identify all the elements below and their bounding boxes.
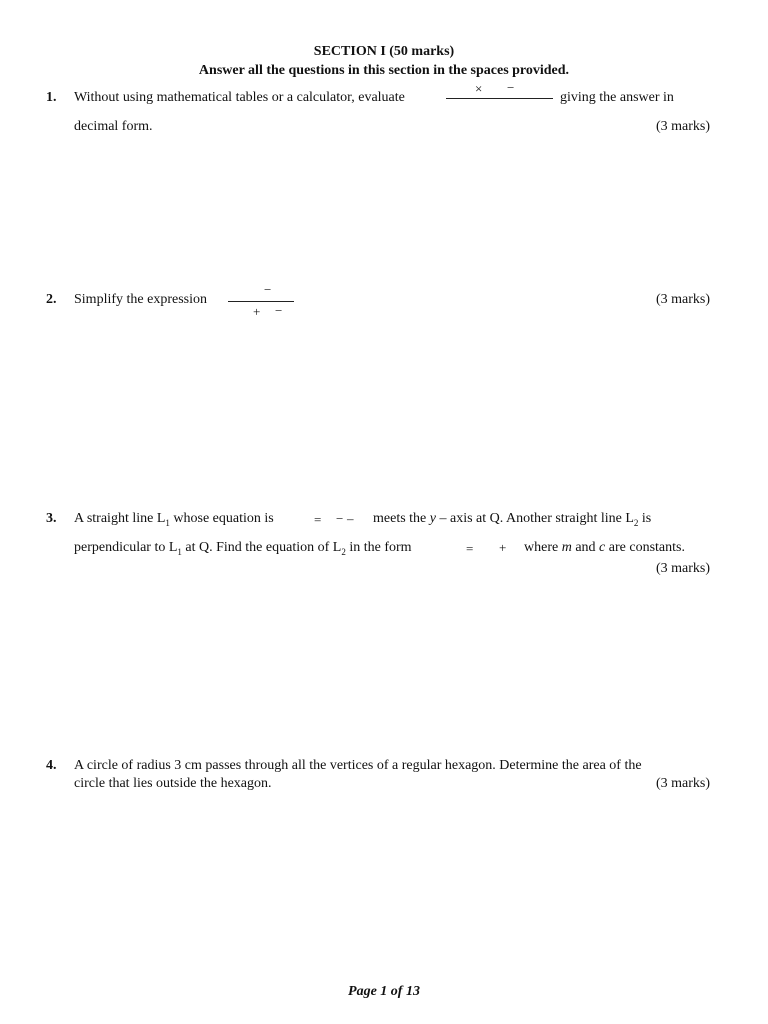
- question-number: 2.: [46, 292, 57, 307]
- subscript: 2: [341, 546, 346, 557]
- page-number: [0, 984, 768, 1000]
- subscript: 1: [165, 517, 170, 528]
- minus-symbol: −: [264, 282, 272, 297]
- section-title: SECTION I (50 marks): [313, 44, 455, 59]
- equals-symbol: =: [466, 541, 474, 556]
- plus-symbol: +: [499, 540, 507, 555]
- marks-label: (3 marks): [655, 119, 710, 134]
- marks-label: (3 marks): [655, 292, 710, 307]
- text-segment: and: [571, 540, 600, 555]
- text-segment: whose equation is: [169, 511, 274, 526]
- page-current: 1: [380, 984, 388, 999]
- equals-symbol: =: [314, 512, 322, 527]
- question-text-line2-continued: [524, 540, 685, 556]
- text-segment: in the form: [345, 540, 412, 555]
- question-text-line1-continued: [373, 511, 651, 528]
- question-text-line2: circle that lies outside the hexagon.: [74, 776, 272, 791]
- text-segment: is: [638, 511, 652, 526]
- subscript: 2: [633, 517, 639, 528]
- question-text-line1: [74, 511, 274, 528]
- text-segment: where: [524, 540, 562, 555]
- fraction-bar: [446, 98, 553, 99]
- times-symbol: ×: [475, 81, 483, 96]
- marks-label: (3 marks): [655, 776, 710, 791]
- text-segment: – axis at Q. Another straight line L: [435, 511, 634, 526]
- text-segment: meets the: [373, 511, 430, 526]
- question-text: Simplify the expression: [74, 292, 207, 307]
- text-segment: at Q. Find the equation of L: [181, 540, 342, 555]
- marks-label: (3 marks): [655, 561, 710, 576]
- page-total: 13: [405, 984, 420, 999]
- variable-m: m: [561, 540, 572, 555]
- text-segment: are constants.: [605, 540, 685, 555]
- variable-c: c: [599, 540, 606, 555]
- question-text-continued: giving the answer in: [560, 90, 674, 105]
- question-text-line2: decimal form.: [74, 119, 153, 134]
- question-number: 4.: [46, 758, 57, 773]
- question-number: 1.: [46, 90, 57, 105]
- fraction-bar: [228, 301, 294, 302]
- minus-symbol: −: [275, 303, 283, 318]
- section-instructions: Answer all the questions in this section in the spaces provided.: [198, 63, 570, 78]
- dash-symbol: –: [347, 511, 354, 526]
- variable-y: y: [429, 511, 436, 526]
- question-number: 3.: [46, 511, 57, 526]
- minus-symbol: −: [507, 80, 515, 95]
- plus-symbol: +: [253, 304, 261, 319]
- question-text-line1: A circle of radius 3 cm passes through all the vertices of a regular hexagon. Determine the area of the: [74, 758, 642, 773]
- question-text: Without using mathematical tables or a calculator, evaluate: [74, 90, 405, 105]
- minus-symbol: −: [336, 511, 344, 526]
- page-prefix: Page: [348, 984, 381, 999]
- page-of: of: [387, 984, 406, 999]
- text-segment: perpendicular to L: [74, 540, 178, 555]
- subscript: 1: [177, 546, 182, 557]
- question-text-line2: [74, 540, 412, 557]
- text-segment: A straight line L: [74, 511, 166, 526]
